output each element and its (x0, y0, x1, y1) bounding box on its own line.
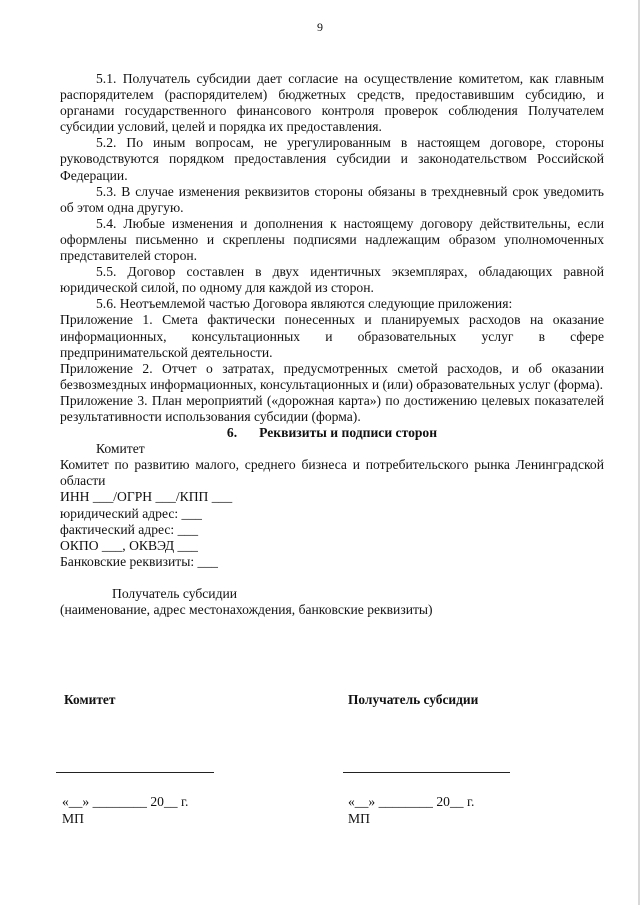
committee-label: Комитет (96, 441, 145, 457)
section-6-title: Реквизиты и подписи сторон (259, 425, 438, 441)
committee-actual-address: фактический адрес: ___ (60, 521, 198, 537)
signature-line-committee (56, 772, 214, 773)
signature-recipient (348, 692, 598, 708)
committee-okpo: ОКПО ___, ОКВЭД ___ (60, 537, 198, 553)
section-6-heading (60, 425, 604, 441)
clause-5-6: 5.6. Неотъемлемой частью Договора являются следующие приложения: (96, 296, 513, 312)
committee-inn: ИНН ___/ОГРН ___/КПП ___ (60, 489, 233, 505)
stamp-place-recipient: МП (348, 811, 370, 826)
page-number: 9 (317, 20, 323, 34)
date-recipient: «__» ________ 20__ г. (348, 794, 475, 809)
date-committee: «__» ________ 20__ г. (62, 794, 189, 809)
section-6-number: 6. (226, 425, 238, 441)
clause-5-1: 5.1. Получатель субсидии дает согласие на осуществление комитетом, как главным распорядителем (распорядителем) бюджетных средств, предоставившим субсидию, и органами государственного финансового контроля проверок соблюдения Получателем субсидии условий, целей и порядка их предоставления. (60, 71, 604, 135)
signature-line-recipient (343, 772, 510, 773)
appendix-1: Приложение 1. Смета фактически понесенных и планируемых расходов на оказание информационных, консультационных и образовательных услуг в сфере предпринимательской деятельности. (60, 312, 604, 360)
clause-5-5: 5.5. Договор составлен в двух идентичных экземплярах, обладающих равной юридической силой, по одному для каждой из сторон. (60, 264, 604, 296)
signature-recipient-title: Получатель субсидии (348, 692, 479, 707)
appendix-3: Приложение 3. План мероприятий («дорожная карта») по достижению целевых показателей результативности использования субсидии (форма). (60, 392, 604, 424)
clause-5-2: 5.2. По иным вопросам, не урегулированным в настоящем договоре, стороны руководствуются порядком предоставления субсидии и законодательством Российской Федерации. (60, 135, 604, 183)
signature-committee (64, 692, 314, 708)
recipient-note: (наименование, адрес местонахождения, банковские реквизиты) (60, 602, 433, 617)
committee-legal-address: юридический адрес: ___ (60, 505, 202, 521)
clause-5-4: 5.4. Любые изменения и дополнения к настоящему договору действительны, если оформлены письменно и скреплены подписями надлежащим образом уполномоченных представителей сторон. (60, 215, 604, 264)
document-body (60, 71, 604, 618)
committee-name: Комитет по развитию малого, среднего бизнеса и потребительского рынка Ленинградской области (60, 457, 604, 489)
committee-bank: Банковские реквизиты: ___ (60, 553, 218, 569)
recipient-label: Получатель субсидии (112, 585, 238, 601)
clause-5-3: 5.3. В случае изменения реквизитов стороны обязаны в трехдневный срок уведомить об этом одна другую. (60, 183, 604, 215)
stamp-place-committee: МП (62, 811, 84, 826)
signature-committee-title: Комитет (64, 692, 116, 707)
appendix-2: Приложение 2. Отчет о затратах, предусмотренных сметой расходов, и об оказании безвозмездных информационных, консультационных и (или) образовательных услуг (форма). (60, 360, 604, 392)
